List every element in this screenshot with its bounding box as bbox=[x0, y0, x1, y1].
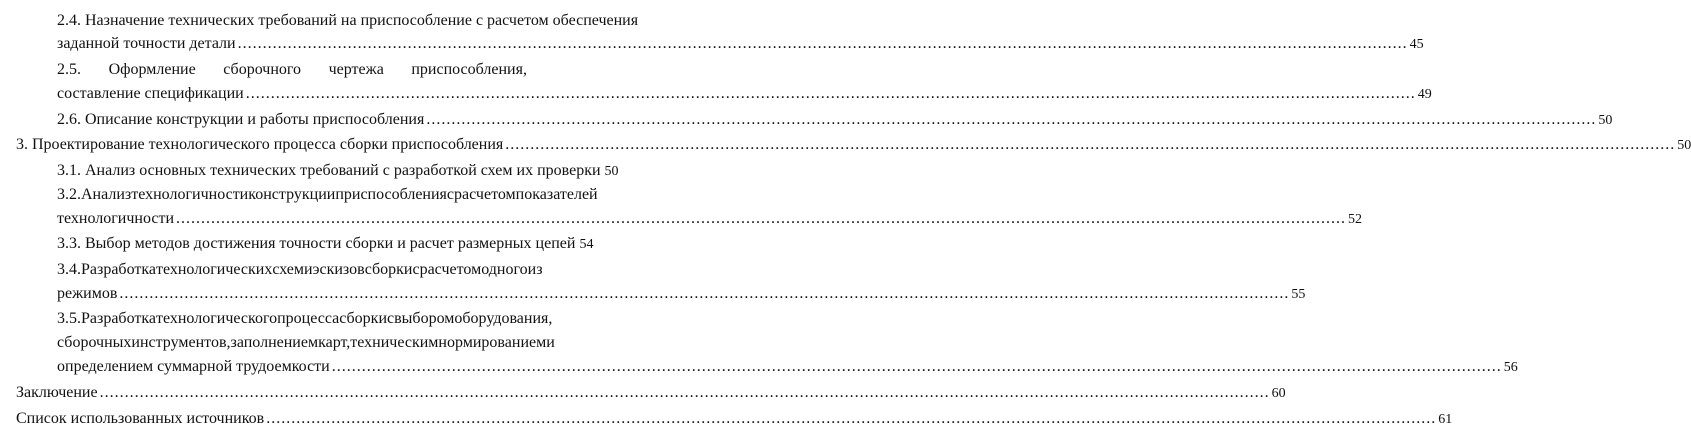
toc-word: 3.5. bbox=[57, 310, 81, 327]
toc-word: одного bbox=[481, 261, 528, 278]
toc-word: технологичности bbox=[131, 186, 249, 203]
dot-leader bbox=[238, 35, 1408, 53]
toc-page-number: 61 bbox=[1438, 412, 1453, 427]
toc-word: из bbox=[527, 261, 543, 278]
toc-entry-text: Список использованных источников bbox=[16, 410, 265, 427]
toc-entry-2-6 bbox=[57, 111, 1613, 129]
toc-entry-text: режимов bbox=[57, 285, 118, 302]
toc-word: Разработка bbox=[81, 261, 156, 278]
toc-word: расчетом bbox=[419, 261, 482, 278]
toc-entry-text: 3.3. Выбор методов достижения точности сборки и расчет размерных цепей bbox=[57, 235, 576, 252]
toc-entry-text: технологичности bbox=[57, 210, 175, 227]
toc-entry-text: 2.6. Описание конструкции и работы приспособления bbox=[57, 111, 425, 128]
dot-leader bbox=[246, 85, 1416, 103]
toc-page-number: 45 bbox=[1409, 37, 1424, 52]
toc-word: конструкции bbox=[248, 186, 336, 203]
toc-word: эскизов bbox=[312, 261, 365, 278]
toc-entry-text: Заключение bbox=[16, 384, 98, 401]
toc-word: 3.4. bbox=[57, 261, 81, 278]
toc-word: сборочных bbox=[57, 334, 132, 351]
toc-word: приспособления, bbox=[411, 61, 527, 78]
toc-page-number: 54 bbox=[579, 237, 594, 252]
toc-word: с bbox=[412, 261, 420, 278]
dot-leader bbox=[426, 111, 1596, 129]
toc-word: Разработка bbox=[81, 310, 156, 327]
toc-word: расчетом bbox=[454, 186, 516, 203]
toc-page-number: 52 bbox=[1348, 212, 1363, 227]
toc-word: технологических bbox=[155, 261, 273, 278]
toc-entry-text: 2.4. Назначение технических требований на приспособление с расчетом обеспечения bbox=[57, 12, 639, 29]
toc-word: и bbox=[546, 334, 555, 351]
toc-page-number: 55 bbox=[1291, 287, 1306, 302]
toc-entry-2-4-line-2 bbox=[57, 35, 1424, 53]
toc-entry-text: 3. Проектирование технологического процесса сборки приспособления bbox=[16, 136, 504, 153]
toc-word: технологического bbox=[155, 310, 278, 327]
toc-entry-2-4-line-1 bbox=[57, 12, 639, 30]
toc-entry-conclusion bbox=[16, 384, 1286, 402]
toc-word: нормированием bbox=[438, 334, 547, 351]
toc-entry-text: заданной точности детали bbox=[57, 35, 236, 52]
toc-entry-3-3 bbox=[57, 235, 594, 253]
toc-page-number: 50 bbox=[1677, 138, 1691, 153]
toc-word: с bbox=[387, 310, 395, 327]
dot-leader bbox=[332, 358, 1502, 376]
toc-word: заполнением bbox=[230, 334, 319, 351]
dot-leader bbox=[176, 210, 1346, 228]
toc-page-number: 50 bbox=[1598, 113, 1613, 128]
toc-entry-3-1 bbox=[57, 162, 619, 180]
toc-word: и bbox=[304, 261, 313, 278]
toc-word: Анализ bbox=[81, 186, 132, 203]
dot-leader bbox=[100, 384, 1270, 402]
toc-word: выбором bbox=[394, 310, 455, 327]
dot-leader bbox=[119, 285, 1289, 303]
toc-word: сборочного bbox=[223, 61, 302, 78]
toc-entry-3 bbox=[16, 136, 1691, 154]
toc-word: приспособления bbox=[335, 186, 447, 203]
toc-entry-3-4-line-1 bbox=[57, 261, 543, 279]
toc-entry-2-5-line-1 bbox=[57, 61, 527, 79]
toc-entry-3-2-line-2 bbox=[57, 210, 1363, 228]
toc-entry-text: определением суммарной трудоемкости bbox=[57, 358, 330, 375]
toc-word: схем bbox=[272, 261, 305, 278]
toc-entry-sources bbox=[16, 410, 1453, 428]
toc-word: сборки bbox=[339, 310, 388, 327]
toc-entry-2-5-line-2 bbox=[57, 85, 1432, 103]
toc-entry-3-5-line-1 bbox=[57, 310, 553, 328]
toc-word: техническим bbox=[350, 334, 439, 351]
toc-word: процесса bbox=[277, 310, 340, 327]
dot-leader bbox=[266, 410, 1436, 428]
toc-page-number: 56 bbox=[1503, 360, 1518, 375]
toc-entry-text: составление спецификации bbox=[57, 85, 244, 102]
toc-word: сборки bbox=[364, 261, 413, 278]
toc-word: 2.5. bbox=[57, 61, 81, 78]
toc-word: карт, bbox=[318, 334, 351, 351]
toc-word: Оформление bbox=[108, 61, 196, 78]
toc-word: показателей bbox=[515, 186, 598, 203]
toc-word: с bbox=[446, 186, 455, 203]
toc-entry-3-5-line-2 bbox=[57, 334, 555, 352]
toc-entry-3-4-line-2 bbox=[57, 285, 1306, 303]
toc-word: оборудования, bbox=[454, 310, 553, 327]
toc-page-number: 60 bbox=[1271, 386, 1286, 401]
toc-entry-3-2-line-1 bbox=[57, 186, 598, 204]
toc-page-number: 49 bbox=[1417, 87, 1432, 102]
toc-entry-text: 3.1. Анализ основных технических требований с разработкой схем их проверки bbox=[57, 162, 601, 179]
toc-word: чертежа bbox=[328, 61, 384, 78]
dot-leader bbox=[505, 136, 1675, 154]
toc-page-number: 50 bbox=[604, 164, 619, 179]
toc-entry-3-5-line-3 bbox=[57, 358, 1518, 376]
toc-word: 3.2. bbox=[57, 186, 81, 203]
toc-word: инструментов, bbox=[131, 334, 231, 351]
